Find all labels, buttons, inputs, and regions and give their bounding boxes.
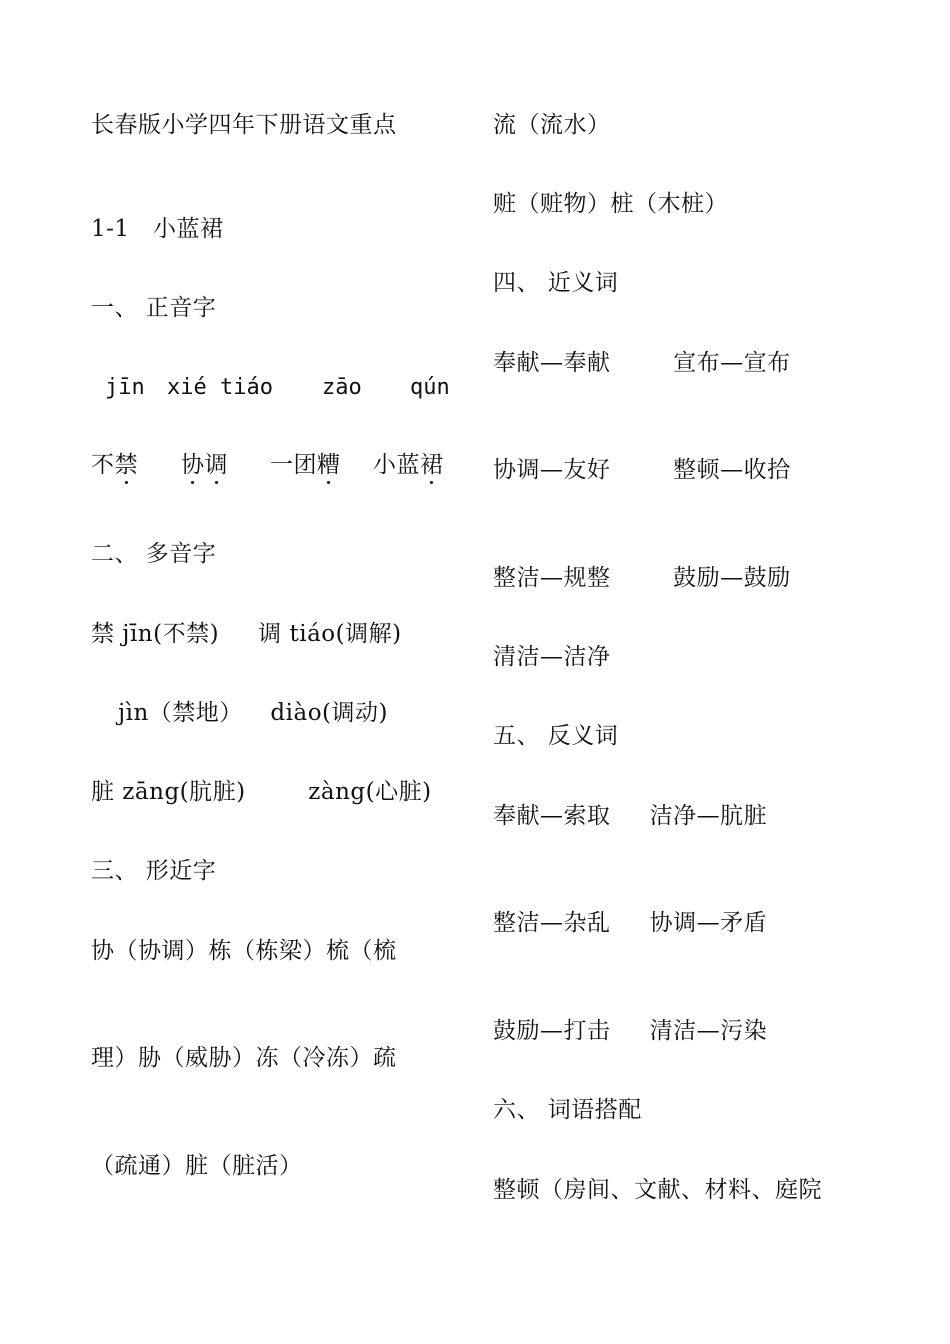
emphasis-char-zao: 糟 [317,452,341,478]
pinyin-xietiao: xié tiáo [167,375,273,400]
section-heading-jinyici: 四、 近义词 [493,270,619,296]
section-heading-duoyinzi: 二、 多音字 [91,541,217,567]
xingjin-line-3: （疏通）脏（脏活） [91,1153,303,1179]
lesson-heading: 1-1 小蓝裙 [91,216,224,242]
jinyi-line-4: 清洁—洁净 [493,644,611,670]
fanyi-line-3: 鼓励—打击 清洁—污染 [493,1018,768,1044]
pinyin-zao: zāo [322,375,362,400]
dapei-line-1: 整顿（房间、文献、材料、庭院 [493,1177,822,1203]
jinyi-line-1: 奉献—奉献 宣布—宣布 [493,350,791,376]
pinyin-qun: qún [410,375,450,400]
section-heading-xingjinzi: 三、 形近字 [91,858,217,884]
word-xiaolanqun: 小蓝裙 [373,452,444,478]
section-heading-fanyici: 五、 反义词 [493,723,619,749]
fanyi-line-1: 奉献—索取 洁净—肮脏 [493,803,768,829]
jinyi-line-3: 整洁—规整 鼓励—鼓励 [493,565,791,591]
duoyin-line-2: jìn（禁地） diào(调动) [118,700,389,726]
xingjin-line-1: 协（协调）栋（栋梁）梳（梳 [91,938,397,964]
word-yituanzao: 一团糟 [270,452,341,478]
fanyi-line-2: 整洁—杂乱 协调—矛盾 [493,910,768,936]
word-xietiao [181,450,228,480]
emphasis-char-jin: 禁 [114,452,138,478]
xingjin-line-4: 流（流水） [493,112,611,138]
word-bujin: 不禁 [91,452,138,478]
section-heading-ciyudapei: 六、 词语搭配 [493,1097,642,1123]
xingjin-line-5: 赃（赃物）桩（木桩） [493,191,728,217]
emphasis-char-tiao: 调 [204,452,228,478]
section-heading-zhengyinzi: 一、 正音字 [91,295,217,321]
duoyin-line-3: 脏 zāng(肮脏) zàng(心脏) [91,779,432,805]
emphasis-char-xie: 协 [181,452,205,478]
pinyin-jin: jīn [105,375,145,400]
jinyi-line-2: 协调—友好 整顿—收拾 [493,457,791,483]
xingjin-line-2: 理）胁（威胁）冻（冷冻）疏 [91,1045,397,1071]
emphasis-char-qun: 裙 [420,452,444,478]
document-title: 长春版小学四年下册语文重点 [91,112,397,138]
duoyin-line-1: 禁 jīn(不禁) 调 tiáo(调解) [91,621,402,647]
